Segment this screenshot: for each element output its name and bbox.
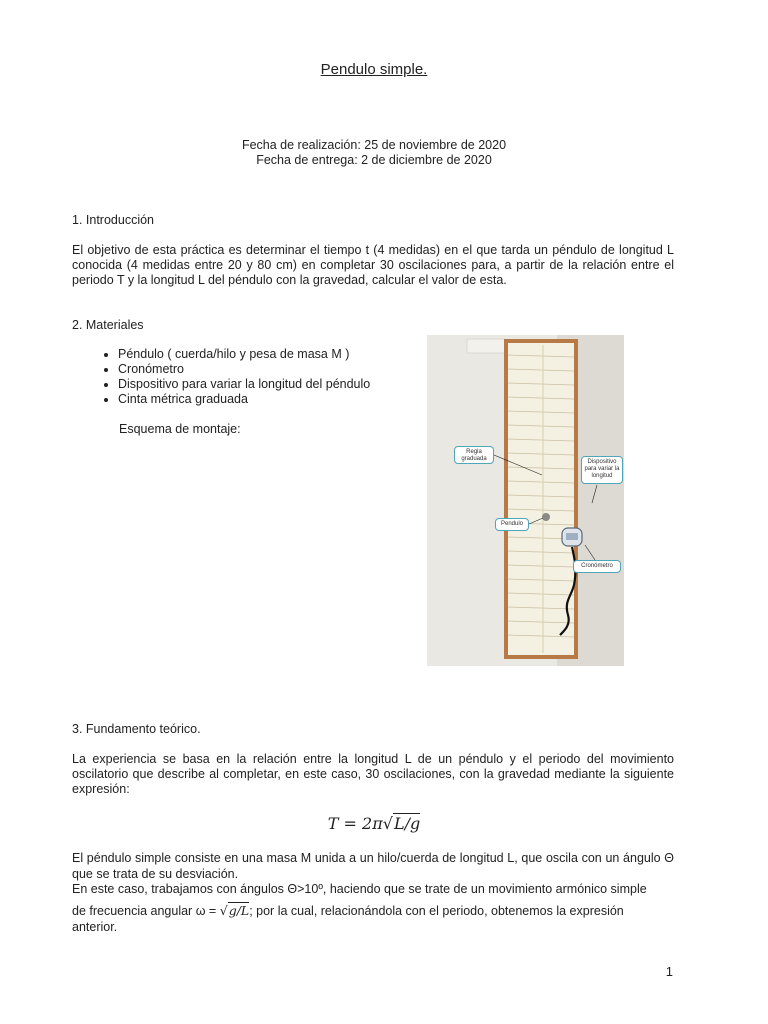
callout-cronometro: Cronómetro — [573, 560, 621, 573]
fundamento-paragraph-3: En este caso, trabajamos con ángulos Θ>10º, haciendo que se trate de un movimiento armónico simple — [72, 882, 647, 896]
dates-block — [0, 138, 748, 168]
list-item: • Cronómetro — [118, 362, 438, 377]
formula-root: L/g — [393, 814, 421, 833]
callout-dispositivo: Dispositivo para variar la longitud — [581, 456, 623, 484]
fecha-entrega: Fecha de entrega: 2 de diciembre de 2020 — [256, 153, 492, 167]
fecha-realizacion: Fecha de realización: 25 de noviembre de 2020 — [241, 138, 507, 152]
callout-regla: Regla graduada — [454, 446, 494, 464]
esquema-label: Esquema de montaje: — [119, 422, 241, 436]
list-item: • Péndulo ( cuerda/hilo y pesa de masa M ) — [118, 347, 438, 362]
list-item: • Cinta métrica graduada — [118, 392, 438, 407]
intro-paragraph: El objetivo de esta práctica es determinar el tiempo t (4 medidas) en el que tarda un péndulo de longitud L conocida (4 medidas entre 20 y 80 cm) en completar 30 oscilaciones para, a partir de la relación entre el periodo T y la longitud L del péndulo con la gravedad, calcular el valor de esta. — [72, 243, 674, 287]
period-formula: T = 2π√L/g — [327, 814, 421, 833]
formula-lhs: T = 2π — [327, 814, 383, 833]
fundamento-paragraph-5: anterior. — [72, 920, 118, 934]
materiales-heading: 2. Materiales — [72, 318, 144, 332]
page-number: 1 — [665, 964, 673, 979]
montaje-photo — [427, 335, 624, 666]
text4-root: g/L — [228, 903, 250, 918]
intro-heading: 1. Introducción — [72, 213, 154, 227]
text4-pre: de frecuencia angular ω = — [72, 904, 217, 918]
pendulum-setup-illustration — [427, 335, 624, 666]
page-title: Pendulo simple. — [320, 61, 428, 78]
fundamento-paragraph-2: El péndulo simple consiste en una masa M unida a un hilo/cuerda de longitud L, que oscila con un ángulo Θ que se trata de su desviación. — [72, 851, 674, 881]
fundamento-heading: 3. Fundamento teórico. — [72, 722, 201, 736]
fundamento-paragraph: La experiencia se basa en la relación entre la longitud L de un péndulo y el periodo del movimiento oscilatorio que describe al completar, en este caso, 30 oscilaciones, con la gravedad mediante la siguiente expresión: — [72, 752, 674, 796]
angular-frequency-line: de frecuencia angular ω = √g/L; por la cual, relacionándola con el periodo, obtenemos la expresión — [72, 903, 624, 918]
callout-pendulo: Pendulo — [495, 518, 529, 531]
list-item: • Dispositivo para variar la longitud del péndulo — [118, 377, 438, 392]
text4-post: ; por la cual, relacionándola con el periodo, obtenemos la expresión — [249, 904, 624, 918]
materials-list — [94, 347, 438, 407]
